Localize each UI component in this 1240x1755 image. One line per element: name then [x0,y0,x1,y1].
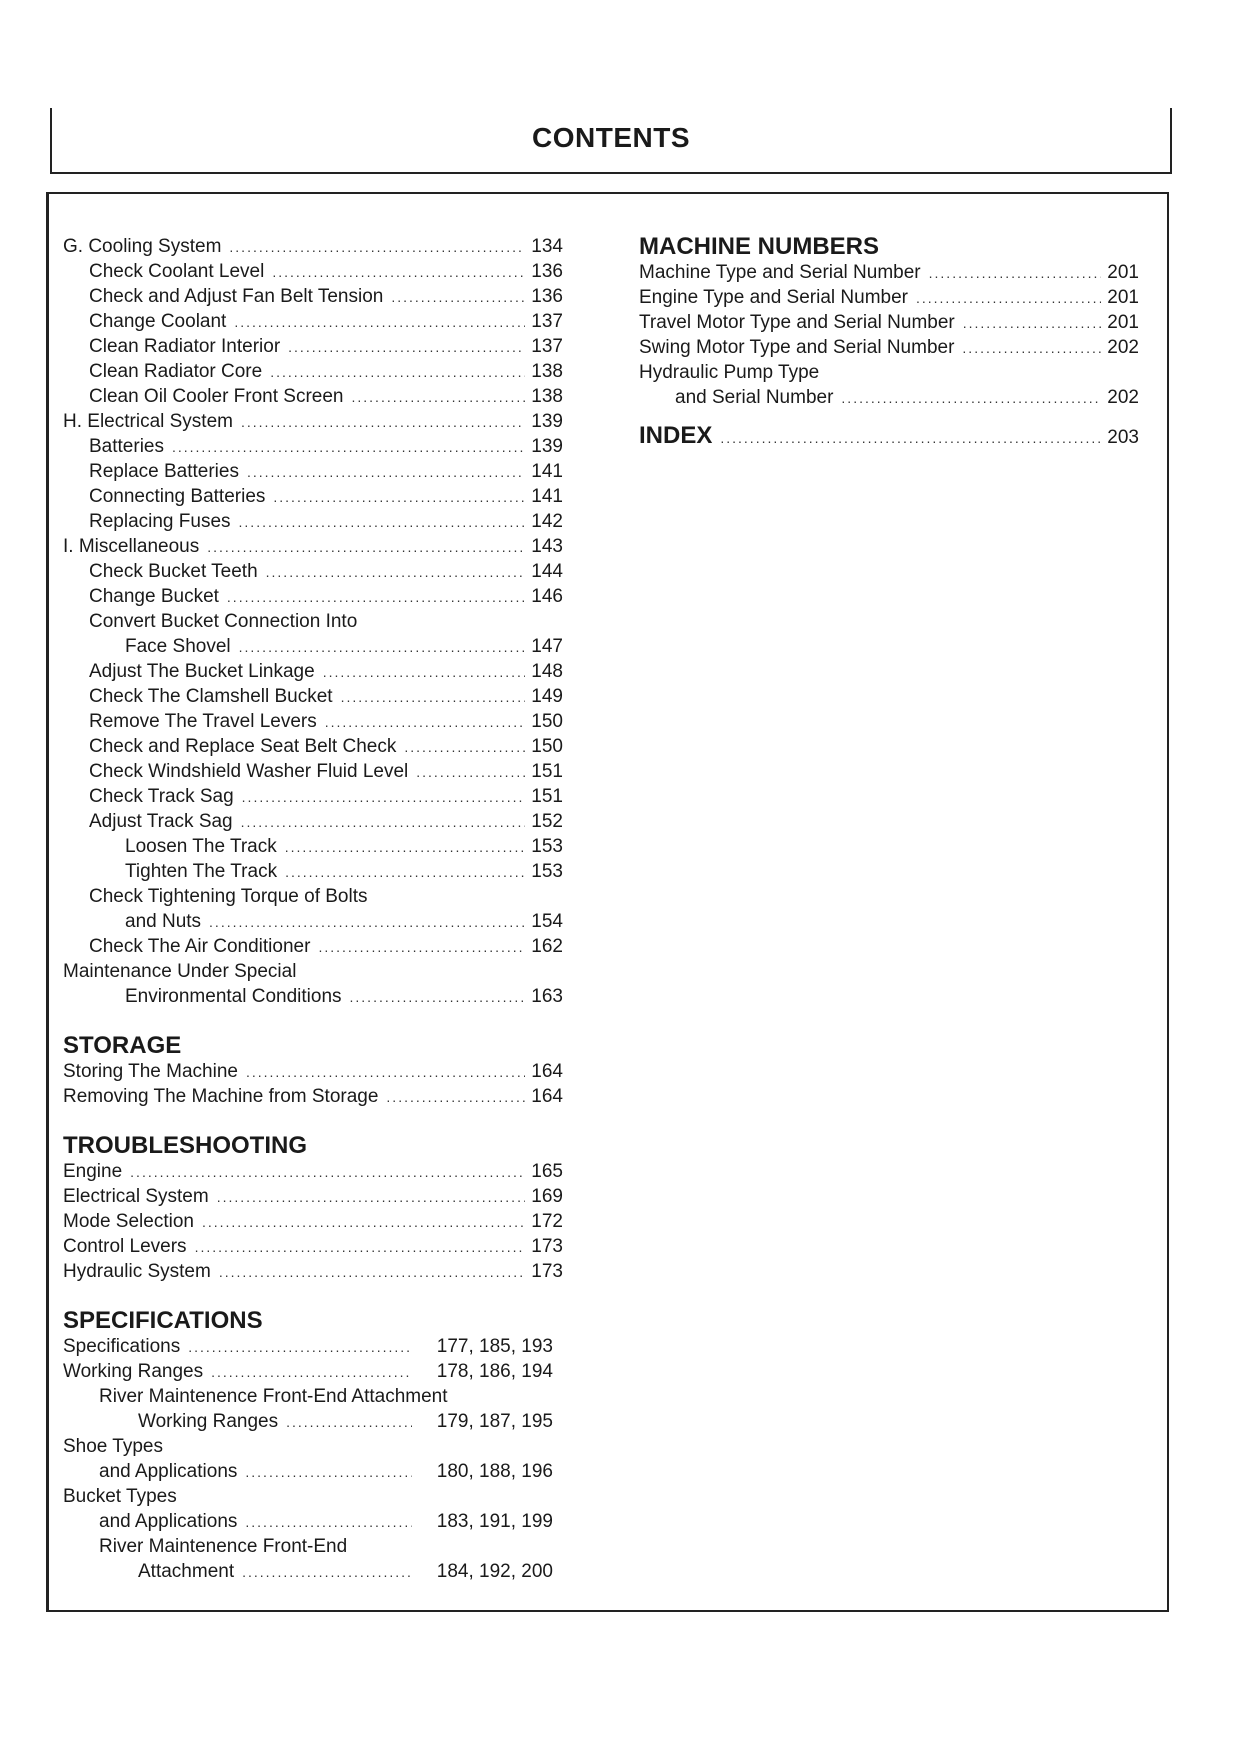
leader-dots [720,430,1101,446]
contents-header [50,108,1172,174]
entry-label: Removing The Machine from Storage [63,1086,379,1107]
entry-label: Loosen The Track [125,836,277,857]
entry-label: and Applications [99,1511,238,1532]
entry-label: Check Windshield Washer Fluid Level [89,761,409,782]
leader-dots [247,464,525,480]
page-number: 148 [531,661,563,682]
leader-dots [195,1239,526,1255]
toc-row[interactable] [63,1061,563,1086]
toc-row[interactable] [639,337,1139,362]
page-number: 201 [1107,262,1139,283]
page-number: 180, 188, 196 [436,1461,553,1482]
toc-row[interactable] [639,422,1139,454]
toc-row[interactable] [63,711,563,736]
leader-dots [246,1064,525,1080]
entry-label: Replace Batteries [89,461,239,482]
toc-row[interactable] [63,586,563,611]
page-number: 202 [1107,337,1139,358]
leader-dots [239,514,526,530]
toc-row[interactable] [63,811,563,836]
entry-label: Change Bucket [89,586,219,607]
page-number: 164 [531,1061,563,1082]
entry-label: Replacing Fuses [89,511,231,532]
leader-dots [211,1364,412,1380]
page-title: CONTENTS [532,122,690,153]
toc-row[interactable] [63,611,563,636]
entry-label: Batteries [89,436,164,457]
page-number: 201 [1107,312,1139,333]
leader-dots [239,639,526,655]
page-number: 134 [531,236,563,257]
toc-row[interactable] [63,836,563,861]
entry-label: Storing The Machine [63,1061,238,1082]
page-number: 154 [531,911,563,932]
page-number: 152 [531,811,563,832]
entry-label: Check Bucket Teeth [89,561,258,582]
entry-label: Shoe Types [63,1436,164,1457]
leader-dots [172,439,525,455]
toc-row[interactable] [63,661,563,686]
toc-row[interactable] [63,236,563,261]
left-column [63,236,563,1586]
entry-label: Check Coolant Level [89,261,265,282]
page-number: 184, 192, 200 [436,1561,553,1582]
page-number: 151 [531,761,563,782]
leader-dots [962,340,1101,356]
maintenance-entries [63,236,563,1011]
toc-row[interactable] [63,411,563,436]
leader-dots [916,290,1101,306]
leader-dots [270,364,525,380]
entry-label: and Serial Number [675,387,834,408]
leader-dots [241,414,525,430]
page-number: 151 [531,786,563,807]
toc-row[interactable] [63,386,563,411]
leader-dots [841,390,1101,406]
toc-row[interactable] [63,686,563,711]
toc-row[interactable] [63,736,563,761]
machine-numbers-entries [639,262,1139,412]
page-number: 163 [531,986,563,1007]
leader-dots [219,1264,525,1280]
entry-label: and Applications [99,1461,238,1482]
entry-label: Specifications [63,1336,181,1357]
page-number: 203 [1107,427,1139,448]
page-number: 169 [531,1186,563,1207]
toc-row[interactable] [63,786,563,811]
toc-row[interactable] [63,461,563,486]
toc-row[interactable] [63,1511,553,1536]
entry-label: Engine Type and Serial Number [639,287,908,308]
toc-row[interactable] [63,511,563,536]
toc-row[interactable] [63,911,563,936]
toc-row[interactable] [63,961,563,986]
leader-dots [242,1564,412,1580]
leader-dots [202,1214,525,1230]
toc-row[interactable] [63,361,563,386]
page-number: 173 [531,1236,563,1257]
leader-dots [386,1089,525,1105]
leader-dots [207,539,525,555]
leader-dots [273,489,525,505]
specifications-entries [63,1336,553,1586]
toc-row[interactable] [63,436,563,461]
entry-label: Check The Clamshell Bucket [89,686,333,707]
page-number: 141 [531,486,563,507]
troubleshooting-entries [63,1161,563,1286]
leader-dots [241,814,526,830]
toc-row[interactable] [63,986,563,1011]
page-number: 179, 187, 195 [436,1411,553,1432]
toc-row[interactable] [63,286,563,311]
entry-label: Check Tightening Torque of Bolts [89,886,368,907]
leader-dots [217,1189,526,1205]
entry-label: G. Cooling System [63,236,222,257]
index-heading: INDEX [639,422,713,449]
entry-label: Maintenance Under Special [63,961,297,982]
toc-row[interactable] [63,1561,553,1586]
toc-row[interactable] [63,1261,563,1286]
page-number: 139 [531,436,563,457]
page-number: 138 [531,386,563,407]
toc-row[interactable] [63,636,563,661]
toc-row[interactable] [63,1461,553,1486]
machine-numbers-heading: MACHINE NUMBERS [639,233,879,260]
leader-dots [391,289,525,305]
toc-row[interactable] [63,311,563,336]
entry-label: Attachment [138,1561,235,1582]
toc-row[interactable] [639,262,1139,287]
page-number: 202 [1107,387,1139,408]
toc-row[interactable] [63,1411,553,1436]
entry-label: Remove The Travel Levers [89,711,317,732]
entry-label: Control Levers [63,1236,187,1257]
entry-label: Engine [63,1161,123,1182]
entry-label: Machine Type and Serial Number [639,262,921,283]
toc-row[interactable] [63,1536,553,1561]
entry-label: Convert Bucket Connection Into [89,611,358,632]
entry-label: River Maintenence Front-End Attachment [99,1386,448,1407]
toc-row[interactable] [639,287,1139,312]
leader-dots [285,864,525,880]
entry-label: Hydraulic Pump Type [639,362,820,383]
toc-row[interactable] [63,561,563,586]
page-number: 153 [531,861,563,882]
page-number: 164 [531,1086,563,1107]
leader-dots [242,789,526,805]
page-number: 173 [531,1261,563,1282]
leader-dots [130,1164,525,1180]
leader-dots [286,1414,412,1430]
troubleshooting-heading: TROUBLESHOOTING [63,1132,307,1159]
toc-row[interactable] [63,1486,553,1511]
specifications-heading: SPECIFICATIONS [63,1307,263,1334]
entry-label: Working Ranges [63,1361,204,1382]
leader-dots [229,239,525,255]
entry-label: Mode Selection [63,1211,194,1232]
page-number: 147 [531,636,563,657]
toc-row[interactable] [63,1161,563,1186]
page-number: 146 [531,586,563,607]
toc-row[interactable] [63,1436,553,1461]
storage-heading: STORAGE [63,1032,182,1059]
entry-label: and Nuts [125,911,202,932]
entry-label: Travel Motor Type and Serial Number [639,312,955,333]
leader-dots [285,839,526,855]
page-number: 142 [531,511,563,532]
entry-label: Check The Air Conditioner [89,936,311,957]
entry-label: Hydraulic System [63,1261,211,1282]
page-number: 201 [1107,287,1139,308]
leader-dots [352,389,526,405]
page-number: 137 [531,336,563,357]
contents-box [46,192,1169,1612]
leader-dots [404,739,525,755]
entry-label: I. Miscellaneous [63,536,200,557]
page-number: 141 [531,461,563,482]
page-number: 138 [531,361,563,382]
entry-label: Check Track Sag [89,786,234,807]
leader-dots [416,764,525,780]
entry-label: Working Ranges [138,1411,279,1432]
leader-dots [929,265,1102,281]
toc-row[interactable] [63,1236,563,1261]
page-number: 172 [531,1211,563,1232]
entry-label: Clean Radiator Interior [89,336,281,357]
page-number: 162 [531,936,563,957]
entry-label: Check and Adjust Fan Belt Tension [89,286,384,307]
toc-row[interactable] [63,1086,563,1111]
entry-label: Electrical System [63,1186,209,1207]
leader-dots [341,689,526,705]
page-number: 178, 186, 194 [436,1361,553,1382]
leader-dots [350,989,526,1005]
toc-row[interactable] [63,886,563,911]
entry-label: Connecting Batteries [89,486,266,507]
leader-dots [323,664,526,680]
page-number: 144 [531,561,563,582]
entry-label: Adjust The Bucket Linkage [89,661,315,682]
toc-row[interactable] [63,261,563,286]
leader-dots [188,1339,412,1355]
toc-row[interactable] [639,387,1139,412]
page-number: 150 [531,736,563,757]
toc-row[interactable] [63,1186,563,1211]
leader-dots [318,939,525,955]
toc-row[interactable] [63,1211,563,1236]
page-number: 177, 185, 193 [436,1336,553,1357]
toc-row[interactable] [63,1336,553,1361]
entry-label: Change Coolant [89,311,227,332]
toc-row[interactable] [63,861,563,886]
entry-label: H. Electrical System [63,411,233,432]
entry-label: Check and Replace Seat Belt Check [89,736,397,757]
entry-label: Bucket Types [63,1486,177,1507]
leader-dots [266,564,526,580]
leader-dots [245,1514,412,1530]
page-number: 153 [531,836,563,857]
toc-row[interactable] [63,761,563,786]
entry-label: Face Shovel [125,636,231,657]
entry-label: Swing Motor Type and Serial Number [639,337,955,358]
entry-label: River Maintenence Front-End [99,1536,348,1557]
leader-dots [209,914,525,930]
page-number: 143 [531,536,563,557]
toc-row[interactable] [63,936,563,961]
leader-dots [227,589,525,605]
toc-row[interactable] [63,1386,553,1411]
toc-row[interactable] [639,362,1139,387]
entry-label: Environmental Conditions [125,986,342,1007]
page-number: 150 [531,711,563,732]
leader-dots [288,339,525,355]
toc-row[interactable] [63,536,563,561]
toc-row[interactable] [63,1361,553,1386]
toc-row[interactable] [63,486,563,511]
leader-dots [245,1464,412,1480]
page-number: 136 [531,286,563,307]
page-number: 183, 191, 199 [436,1511,553,1532]
entry-label: Clean Oil Cooler Front Screen [89,386,344,407]
storage-entries [63,1061,563,1111]
page-number: 137 [531,311,563,332]
leader-dots [963,315,1102,331]
entry-label: Adjust Track Sag [89,811,233,832]
leader-dots [272,264,525,280]
leader-dots [325,714,526,730]
page-number: 139 [531,411,563,432]
toc-row[interactable] [63,336,563,361]
page-number: 136 [531,261,563,282]
entry-label: Tighten The Track [125,861,278,882]
entry-label: Clean Radiator Core [89,361,263,382]
leader-dots [234,314,525,330]
page-number: 149 [531,686,563,707]
page-number: 165 [531,1161,563,1182]
right-column [639,233,1139,454]
toc-row[interactable] [639,312,1139,337]
